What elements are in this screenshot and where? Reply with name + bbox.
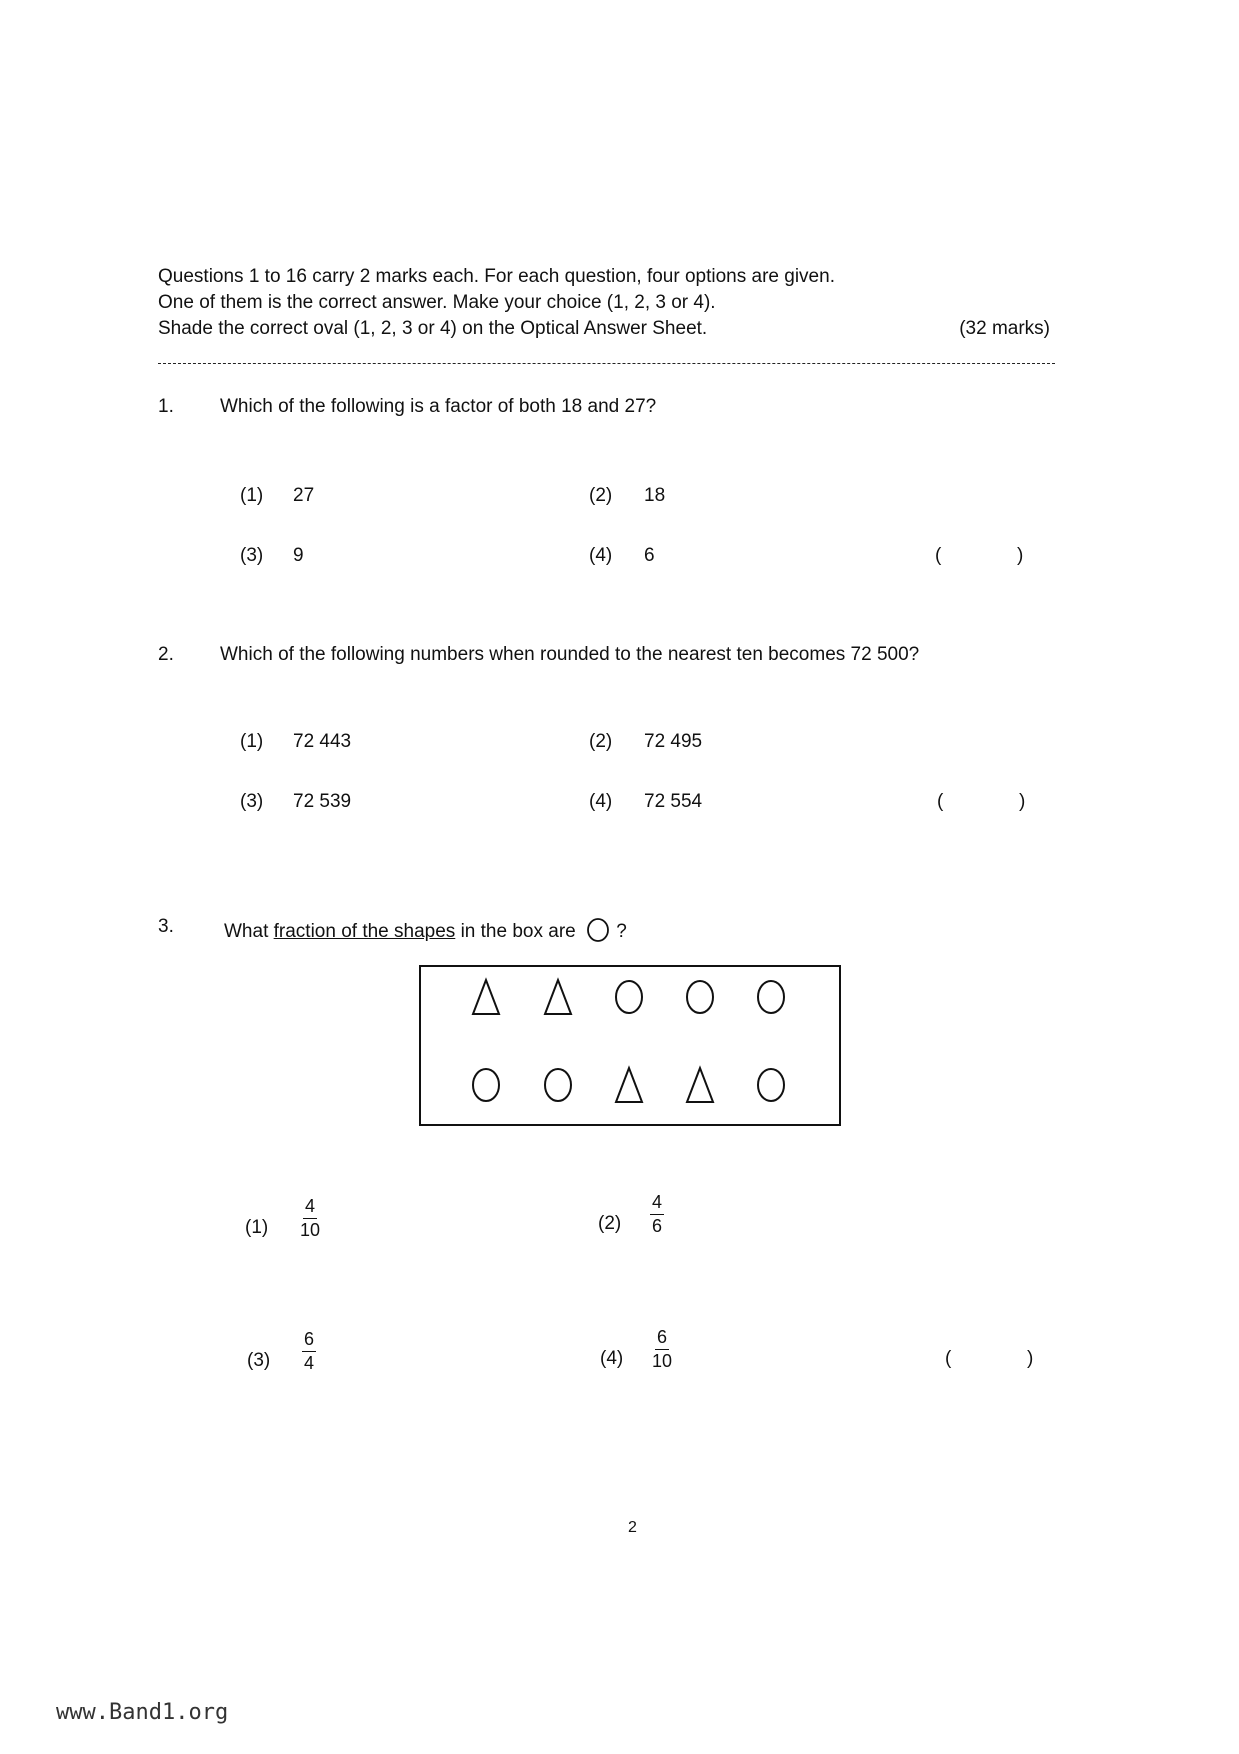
divider	[158, 363, 1055, 364]
numerator: 6	[655, 1328, 669, 1350]
denominator: 6	[652, 1215, 663, 1236]
numerator: 4	[650, 1193, 664, 1215]
total-marks: (32 marks)	[959, 318, 1050, 339]
option-fraction	[302, 1330, 316, 1373]
option-label: (2)	[589, 731, 613, 752]
option-value: 72 443	[293, 731, 352, 752]
answer-bracket-close[interactable]: )	[1027, 1348, 1034, 1369]
answer-bracket-open[interactable]: (	[937, 791, 944, 812]
option-fraction	[652, 1328, 672, 1371]
instruction-line-1: Questions 1 to 16 carry 2 marks each. For each question, four options are given.	[158, 266, 835, 287]
option-label: (4)	[600, 1348, 624, 1369]
answer-bracket-close[interactable]: )	[1019, 791, 1026, 812]
question-text: Which of the following numbers when rounded to the nearest ten becomes 72 500?	[220, 644, 920, 665]
option-value: 6	[644, 545, 655, 566]
option-value: 18	[644, 485, 666, 506]
numerator: 6	[302, 1330, 316, 1352]
option-fraction	[650, 1193, 664, 1236]
question-text-underlined: fraction of the shapes	[273, 921, 456, 942]
circle-icon	[585, 917, 611, 943]
option-label: (1)	[240, 731, 264, 752]
option-value: 72 495	[644, 731, 703, 752]
option-label: (3)	[240, 791, 264, 812]
option-value: 27	[293, 485, 315, 506]
circle-shape	[609, 977, 649, 1017]
question-text: Which of the following is a factor of both 18 and 27?	[220, 396, 657, 417]
option-label: (1)	[240, 485, 264, 506]
option-label: (2)	[589, 485, 613, 506]
option-label: (3)	[240, 545, 264, 566]
question-mark: ?	[616, 921, 627, 942]
option-value: 72 554	[644, 791, 703, 812]
answer-bracket-close[interactable]: )	[1017, 545, 1024, 566]
circle-shape	[538, 1065, 578, 1105]
numerator: 4	[303, 1197, 317, 1219]
answer-bracket-open[interactable]: (	[945, 1348, 952, 1369]
triangle-shape	[680, 1065, 720, 1105]
question-number: 2.	[158, 644, 174, 665]
option-label: (1)	[245, 1217, 269, 1238]
option-label: (4)	[589, 791, 613, 812]
triangle-shape	[466, 977, 506, 1017]
option-label: (2)	[598, 1213, 622, 1234]
option-fraction	[300, 1197, 320, 1240]
triangle-shape	[609, 1065, 649, 1105]
option-value: 9	[293, 545, 304, 566]
circle-shape	[751, 1065, 791, 1105]
question-text-part: in the box are	[455, 921, 576, 942]
instruction-line-2: One of them is the correct answer. Make your choice (1, 2, 3 or 4).	[158, 292, 716, 313]
question-number: 3.	[158, 916, 174, 937]
option-value: 72 539	[293, 791, 352, 812]
shapes-box	[419, 965, 841, 1126]
triangle-shape	[538, 977, 578, 1017]
circle-shape	[466, 1065, 506, 1105]
option-label: (3)	[247, 1350, 271, 1371]
denominator: 10	[652, 1350, 673, 1371]
question-text	[224, 917, 627, 943]
instruction-line-3: Shade the correct oval (1, 2, 3 or 4) on the Optical Answer Sheet.	[158, 318, 708, 339]
question-text-part: What	[224, 921, 274, 942]
circle-shape	[751, 977, 791, 1017]
denominator: 4	[304, 1352, 315, 1373]
option-label: (4)	[589, 545, 613, 566]
denominator: 10	[300, 1219, 321, 1240]
question-number: 1.	[158, 396, 174, 417]
watermark: www.Band1.org	[56, 1700, 229, 1725]
circle-shape	[680, 977, 720, 1017]
answer-bracket-open[interactable]: (	[935, 545, 942, 566]
page-number: 2	[628, 1519, 637, 1536]
